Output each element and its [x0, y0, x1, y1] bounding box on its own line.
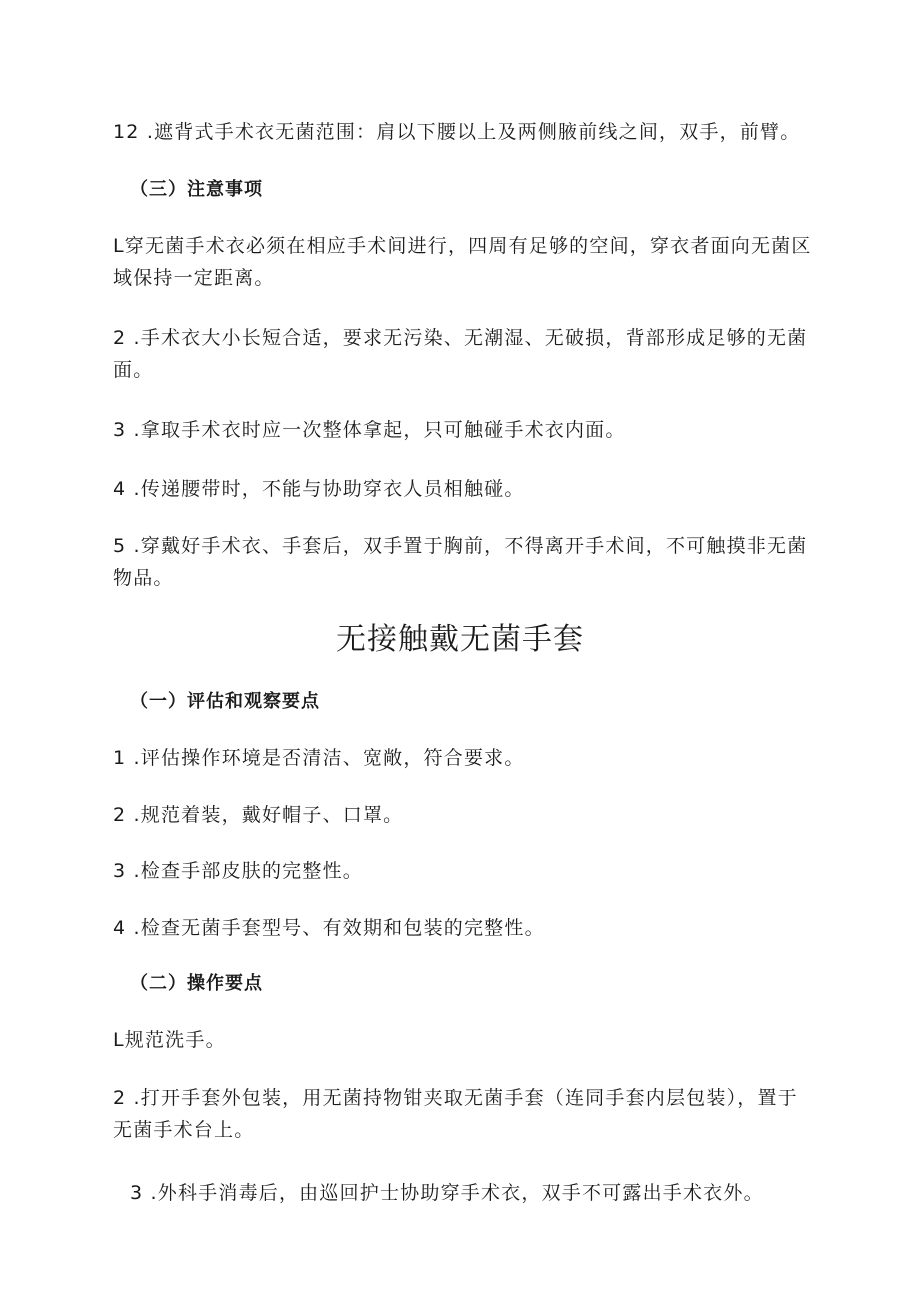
list-item: 2 .规范着装，戴好帽子、口罩。	[113, 804, 404, 826]
list-item: 1 .评估操作环境是否清洁、宽敞，符合要求。	[113, 747, 525, 769]
list-item: 2 .手术衣大小长短合适，要求无污染、无潮湿、无破损，背部形成足够的无菌面。	[113, 327, 808, 381]
list-item: 5 .穿戴好手术衣、手套后，双手置于胸前，不得离开手术间，不可触摸非无菌物品。	[113, 535, 808, 589]
heading-ops: （二）操作要点	[130, 973, 263, 994]
list-item: 3 .检查手部皮肤的完整性。	[113, 860, 363, 882]
list-item: 4 .传递腰带时，不能与协助穿衣人员相触碰。	[113, 478, 525, 500]
heading-notes: （三）注意事项	[130, 179, 263, 200]
list-item: 3 .外科手消毒后，由巡回护士协助穿手术衣，双手不可露出手术衣外。	[130, 1182, 764, 1204]
section-title: 无接触戴无菌手套	[336, 622, 584, 657]
list-item: L规范洗手。	[113, 1029, 226, 1051]
list-item: 4 .检查无菌手套型号、有效期和包装的完整性。	[113, 917, 545, 939]
list-item: 2 .打开手套外包装，用无菌持物钳夹取无菌手套（连同手套内层包装），置于无菌手术台上。	[113, 1087, 798, 1141]
list-item: 12 .遮背式手术衣无菌范围：肩以下腰以上及两侧腋前线之间，双手，前臂。	[113, 121, 801, 143]
heading-assess: （一）评估和观察要点	[130, 691, 320, 712]
list-item: 3 .拿取手术衣时应一次整体拿起，只可触碰手术衣内面。	[113, 419, 626, 441]
list-item: L穿无菌手术衣必须在相应手术间进行，四周有足够的空间，穿衣者面向无菌区域保持一定距离。	[113, 235, 812, 289]
